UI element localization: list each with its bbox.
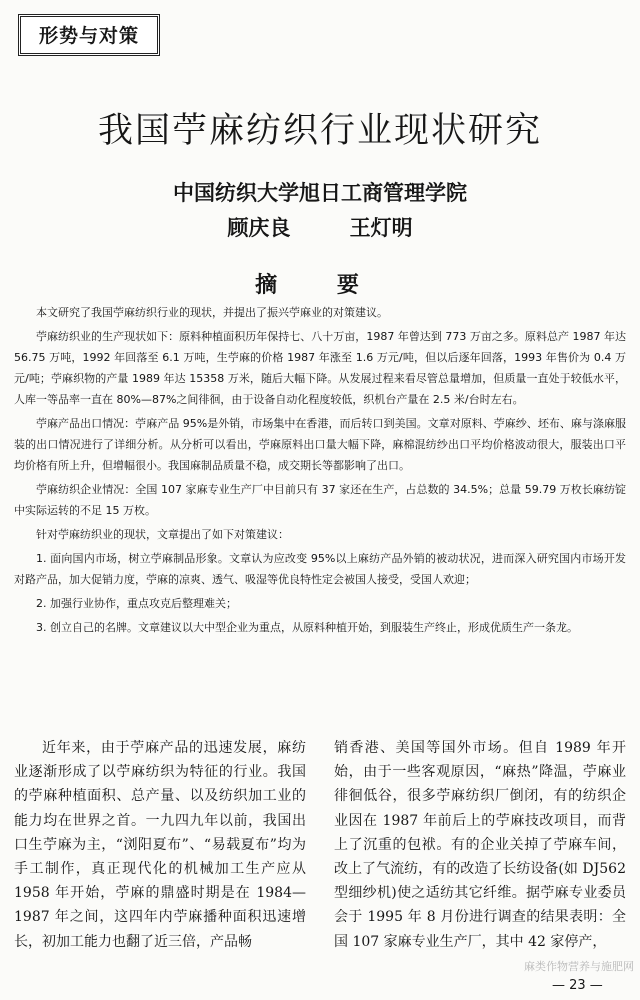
body-columns	[14, 736, 626, 962]
abstract-paragraph: 苧麻产品出口情况：苧麻产品 95%是外销，市场集中在香港，而后转口到美国。文章对原料、苧麻纱、坯布、麻与涤麻服装的出口情况进行了详细分析。从分析可以看出，苧麻原料出口量大幅下降，麻棉混纺纱出口平均价格波动很大，服装出口平均价格有所上升，但增幅很小。我国麻制品质量不稳，成交期长等都影响了出口。	[14, 417, 626, 472]
abstract-paragraph: 苧麻纺织企业情况：全国 107 家麻专业生产厂中目前只有 37 家还在生产，占总数的 34.5%；总量 59.79 万枚长麻纺锭中实际运转的不足 15 万枚。	[14, 483, 626, 517]
body-column-right	[334, 736, 626, 962]
section-tag: 形势与对策	[18, 14, 160, 56]
abstract-paragraph: 本文研究了我国苧麻纺织行业的现状，并提出了振兴苧麻业的对策建议。	[36, 306, 388, 319]
article-title: 我国苧麻纺织行业现状研究	[97, 111, 542, 151]
affiliation: 中国纺织大学旭日工商管理学院	[173, 181, 467, 205]
abstract-paragraph: 2. 加强行业协作，重点攻克后整理难关；	[36, 597, 237, 610]
body-paragraph: 近年来，由于苧麻产品的迅速发展，麻纺业逐渐形成了以苧麻纺织为特征的行业。我国的苧麻种植面积、总产量、以及纺织加工业的能力均在世界之首。一九四九年以前，我国出口生苧麻为主，“浏阳夏布”、“易载夏布”均为手工制作，真正现代化的机械加工生产应从 1958 年开始，苧麻的鼎盛时期是在 1984—1987 年之间，这四年内苧麻播种面积迅速增长，初加工能力也翻了近三倍，产品畅	[14, 740, 306, 950]
abstract-paragraph: 针对苧麻纺织业的现状，文章提出了如下对策建议：	[36, 528, 289, 541]
abstract-paragraph: 苧麻纺织业的生产现状如下：原料种植面积历年保持七、八十万亩，1987 年曾达到 773 万亩之多。原料总产 1987 年达 56.75 万吨，1992 年回落至 6.1 万吨，生苧麻的价格 1987 年涨至 1.6 万元/吨，但以后逐年回落，1993 年售价为 0.4 万元/吨；苧麻织物的产量 1989 年达 15358 万米，随后大幅下降。从发展过程来看尽管总量增加，但质量一直处于较低水平，人库一等品率一直在 80%—87%之间徘徊，由于设备自动化程度较低，织机台产量在 2.5 米/台时左右。	[14, 330, 626, 406]
abstract-paragraph: 1. 面向国内市场，树立苧麻制品形象。文章认为应改变 95%以上麻纺产品外销的被动状况，进而深入研究国内市场开发对路产品，加大促销力度，苧麻的凉爽、透气、吸湿等优良特性定会被国人接受，受国人欢迎；	[14, 552, 626, 586]
author-2: 王灯明	[349, 216, 413, 240]
body-column-left	[14, 736, 306, 962]
page-number: — 23 —	[552, 978, 603, 993]
abstract-heading: 摘 要	[255, 273, 385, 298]
author-1: 顾庆良	[227, 216, 291, 240]
abstract	[14, 302, 626, 638]
body-paragraph: 销香港、美国等国外市场。但自 1989 年开始，由于一些客观原因，“麻热”降温，苧麻业徘徊低谷，很多苧麻纺织厂倒闭，有的纺织企业因在 1987 年前后上的苧麻技改项目，而背上了沉重的包袱。有的企业关掉了苧麻车间，改上了气流纺，有的改造了长纺设备(如 DJ562 型细纱机)使之适纺其它纤维。据苧麻专业委员会于 1995 年 8 月份进行调查的结果表明：全国 107 家麻专业生产厂，其中 42 家停产，	[334, 740, 626, 950]
watermark: 麻类作物营养与施肥网	[524, 960, 634, 973]
abstract-paragraph: 3. 创立自己的名牌。文章建议以大中型企业为重点，从原料种植开始，到服装生产终止，形成优质生产一条龙。	[36, 621, 578, 634]
author-line	[0, 212, 640, 242]
